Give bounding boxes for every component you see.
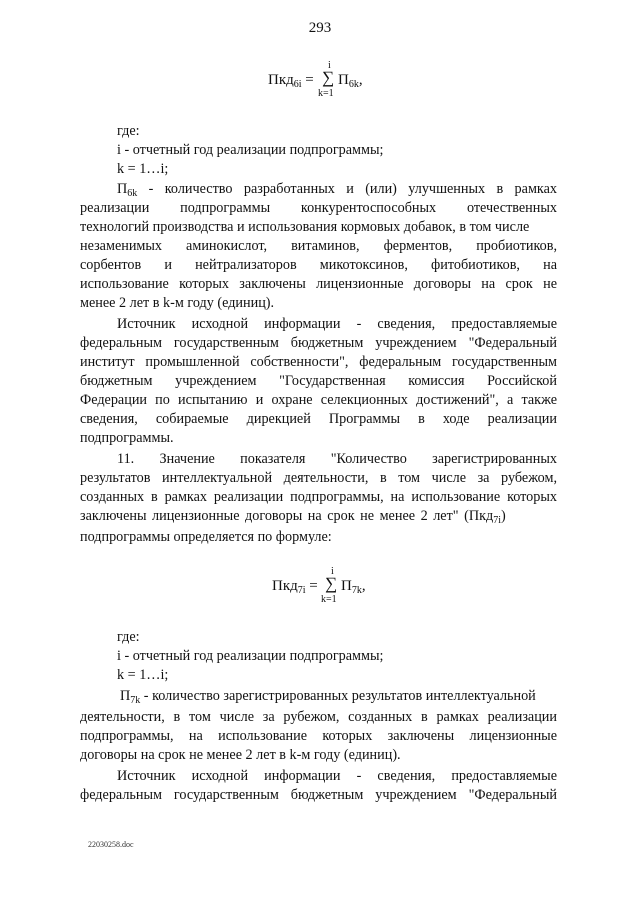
sum-lower-limit: k=1 [321, 594, 337, 605]
p6k-definition-line: менее 2 лет в k-м году (единиц). [80, 295, 275, 311]
source-paragraph-line: подпрограммы. [80, 430, 174, 446]
sum-sign: ∑ [322, 68, 335, 87]
p7k-definition-line: договоры на срок не менее 2 лет в k-м году (единиц). [80, 747, 401, 763]
sum-lower-limit: k=1 [318, 88, 334, 99]
formula-lhs: Пкд$_{6i}$ = [268, 72, 314, 90]
i-definition: i - отчетный год реализации подпрограммы; [117, 142, 384, 158]
formula-pkd7 [0, 566, 640, 605]
item-11-line: 11. Значение показателя "Количество зарегистрированных [117, 451, 557, 467]
p6k-definition-line: реализации подпрограммы конкурентоспособных отечественных [80, 200, 557, 216]
formula-lhs: Пкд$_{7i}$ = [272, 578, 318, 596]
page-number: 293 [308, 20, 332, 36]
p6k-definition-line: использование которых заключены лицензионные договоры на срок не [80, 276, 557, 292]
item-11-line: подпрограммы определяется по формуле: [80, 529, 332, 545]
p6k-definition-line: сорбентов и нейтрализаторов микотоксинов, фитобиотиков, на [80, 257, 557, 273]
k-definition: k = 1…i; [117, 667, 169, 683]
item-11-line: созданных в рамках реализации подпрограммы, на использование которых [80, 489, 557, 505]
where-label: где: [117, 123, 140, 139]
sum-upper-limit: i [328, 60, 331, 71]
source-paragraph-line: федеральным государственным бюджетным учреждением "Федеральный [80, 787, 557, 803]
source-paragraph-line: Источник исходной информации - сведения, предоставляемые [117, 768, 557, 784]
item-11-line: результатов интеллектуальной деятельности, в том числе за рубежом, [80, 470, 557, 486]
p6k-definition-line: технологий производства и использования кормовых добавок, в том числе [80, 219, 530, 235]
sum-sign: ∑ [325, 574, 338, 593]
source-paragraph-line: бюджетным учреждением "Государственная комиссия Российской [80, 373, 557, 389]
source-paragraph-line: сведения, собираемые дирекцией Программы в ходе реализации [80, 411, 557, 427]
p7k-definition-line: $П_{7k}$ - количество зарегистрированных результатов интеллектуальной [120, 688, 536, 706]
i-definition: i - отчетный год реализации подпрограммы; [117, 648, 384, 664]
item-11-line: заключены лицензионные договоры на срок не менее 2 лет" (Пкд$_{7i}$) [80, 508, 506, 526]
formula-term: $П_{7k}$, [341, 578, 366, 596]
footer-file-code: 22030258.doc [88, 840, 134, 849]
source-paragraph-line: Федерации по испытанию и охране селекционных достижений", а также [80, 392, 557, 408]
k-definition: k = 1…i; [117, 161, 169, 177]
sum-upper-limit: i [331, 566, 334, 577]
p7k-definition-line: деятельности, в том числе за рубежом, созданных в рамках реализации [80, 709, 557, 725]
source-paragraph-line: институт промышленной собственности", федеральным государственным [80, 354, 557, 370]
source-paragraph-line: Источник исходной информации - сведения, предоставляемые [117, 316, 557, 332]
p6k-definition-line: $П_{6k}$ - количество разработанных и (или) улучшенных в рамках [117, 181, 557, 199]
p7k-definition-line: подпрограммы, на использование которых заключены лицензионные [80, 728, 557, 744]
formula-term: $П_{6k}$, [338, 72, 363, 90]
where-label: где: [117, 629, 140, 645]
p6k-definition-line: незаменимых аминокислот, витаминов, ферментов, пробиотиков, [80, 238, 557, 254]
formula-pkd6 [0, 60, 640, 99]
source-paragraph-line: федеральным государственным бюджетным учреждением "Федеральный [80, 335, 557, 351]
